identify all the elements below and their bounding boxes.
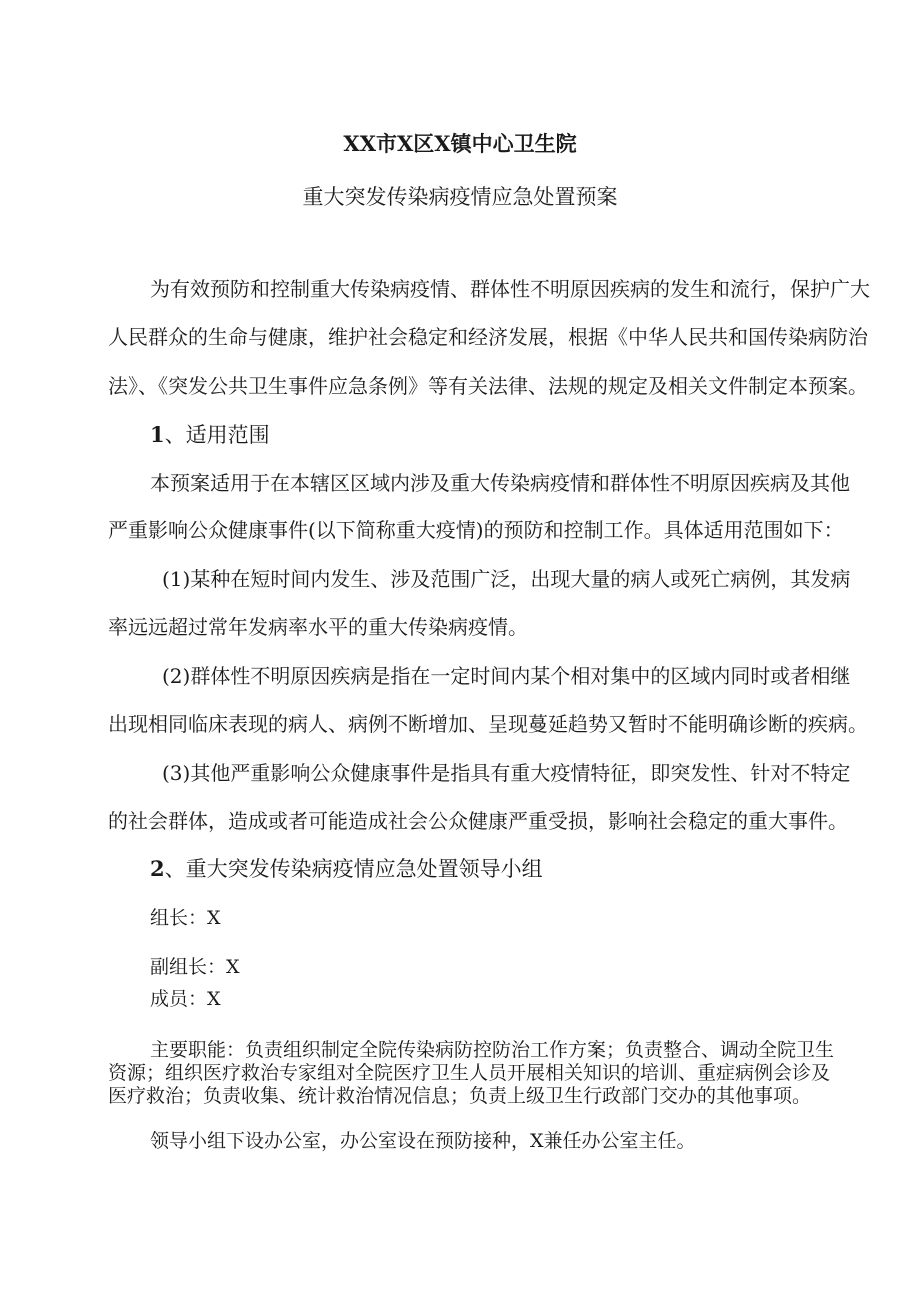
section-1-item-3-cont: 的社会群体，造成或者可能造成社会公众健康严重受损，影响社会稳定的重大事件。	[108, 809, 848, 833]
section-1-item-3: (3)其他严重影响公众健康事件是指具有重大疫情特征，即突发性、针对不特定	[162, 761, 851, 785]
leader-line: 组长：X	[150, 907, 221, 929]
section-1-item-2-cont: 出现相同临床表现的病人、病例不断增加、呈现蔓延趋势又暂时不能明确诊断的疾病。	[108, 712, 868, 736]
section-1-item-1: (1)某种在短时间内发生、涉及范围广泛，出现大量的病人或死亡病例，其发病	[162, 567, 851, 591]
office-line: 领导小组下设办公室，办公室设在预防接种，X兼任办公室主任。	[150, 1130, 696, 1152]
section-1-heading: 1、适用范围	[150, 422, 270, 447]
deputy-leader-line: 副组长：X	[150, 956, 240, 978]
section-1-item-1-cont: 率远远超过常年发病率水平的重大传染病疫情。	[108, 615, 528, 639]
section-1-paragraph-line: 本预案适用于在本辖区区域内涉及重大传染病疫情和群体性不明原因疾病及其他	[150, 471, 850, 495]
intro-line: 法》、《突发公共卫生事件应急条例》等有关法律、法规的规定及相关文件制定本预案。	[108, 374, 868, 398]
section-2-heading: 2、重大突发传染病疫情应急处置领导小组	[150, 856, 543, 881]
duties-line: 主要职能：负责组织制定全院传染病防控防治工作方案；负责整合、调动全院卫生	[150, 1039, 835, 1061]
duties-line: 资源；组织医疗救治专家组对全院医疗卫生人员开展相关知识的培训、重症病例会诊及	[108, 1062, 831, 1084]
intro-line: 人民群众的生命与健康，维护社会稳定和经济发展，根据《中华人民共和国传染病防治	[108, 325, 868, 349]
document-title-line1: XX市X区X镇中心卫生院	[343, 131, 577, 156]
members-line: 成员：X	[150, 988, 221, 1010]
document-title-line2: 重大突发传染病疫情应急处置预案	[302, 185, 618, 209]
section-1-paragraph-line: 严重影响公众健康事件(以下简称重大疫情)的预防和控制工作。具体适用范围如下：	[108, 518, 844, 542]
duties-line: 医疗救治；负责收集、统计救治情况信息；负责上级卫生行政部门交办的其他事项。	[108, 1085, 812, 1107]
intro-line: 为有效预防和控制重大传染病疫情、群体性不明原因疾病的发生和流行，保护广大	[150, 277, 870, 301]
section-1-item-2: (2)群体性不明原因疾病是指在一定时间内某个相对集中的区域内同时或者相继	[162, 664, 851, 688]
